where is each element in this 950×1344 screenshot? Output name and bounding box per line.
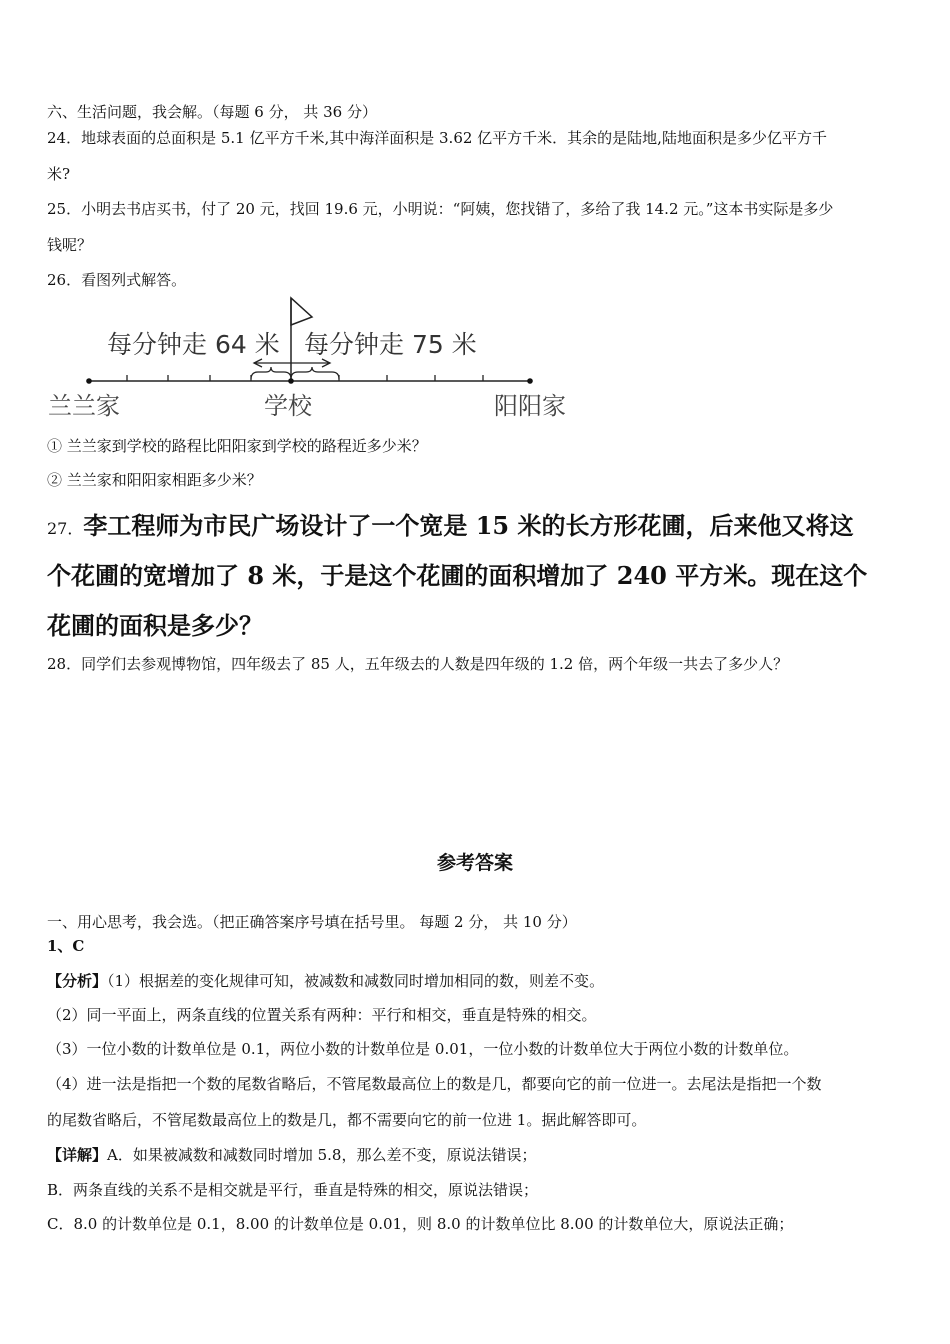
answer-1: 1、C <box>47 937 85 955</box>
question-26: 26．看图列式解答。 <box>47 271 187 289</box>
road-ticks <box>127 375 483 381</box>
analysis-text-1: （1）根据差的变化规律可知，被减数和减数同时增加相同的数，则差不变。 <box>107 972 605 990</box>
detail-line-b: B．两条直线的关系不是相交就是平行，垂直是特殊的相交，原说法错误； <box>47 1181 539 1199</box>
analysis-line-1 <box>47 971 604 991</box>
lanlan-home-label: 兰兰家 <box>48 392 120 420</box>
lanlan-home-dot <box>86 378 92 384</box>
detail-label: 【详解】 <box>47 1146 108 1164</box>
route-diagram <box>40 293 600 428</box>
yangyang-home-dot <box>527 378 533 384</box>
detail-line-c: C．8.0 的计数单位是 0.1，8.00 的计数单位是 0.01，则 8.0 的计数单位比 8.00 的计数单位大，原说法正确； <box>47 1215 794 1233</box>
detail-line-a <box>47 1145 536 1165</box>
question-27-line-3: 花圃的面积是多少？ <box>47 611 263 640</box>
analysis-line-3: （3）一位小数的计数单位是 0.1，两位小数的计数单位是 0.01，一位小数的计数单位大于两位小数的计数单位。 <box>47 1040 799 1058</box>
school-dot <box>288 378 294 384</box>
question-27-number: 27． <box>47 519 84 538</box>
flag-icon <box>291 298 312 325</box>
section-6-heading: 六、生活问题，我会解。（每题 6 分， 共 36 分） <box>47 103 377 121</box>
question-27-text-1: 李工程师为市民广场设计了一个宽是 15 米的长方形花圃，后来他又将这 <box>83 511 854 540</box>
right-brace <box>291 367 339 379</box>
analysis-line-4a: （4）进一法是指把一个数的尾数省略后，不管尾数最高位上的数是几，都要向它的前一位进一。去尾法是指把一个数 <box>47 1075 822 1093</box>
analysis-label: 【分析】 <box>47 972 108 990</box>
question-28: 28．同学们去参观博物馆，四年级去了 85 人，五年级去的人数是四年级的 1.2 倍，两个年级一共去了多少人？ <box>47 655 789 673</box>
question-27-line-1 <box>47 510 853 545</box>
question-27-line-2: 个花圃的宽增加了 8 米，于是这个花圃的面积增加了 240 平方米。现在这个 <box>47 561 868 590</box>
left-speed-label: 每分钟走 64 米 <box>107 330 280 359</box>
school-label: 学校 <box>264 392 312 420</box>
left-brace <box>251 367 291 379</box>
question-24-line-1: 24．地球表面的总面积是 5.1 亿平方千米,其中海洋面积是 3.62 亿平方千米．其余的是陆地,陆地面积是多少亿平方千 <box>47 129 827 147</box>
right-speed-label: 每分钟走 75 米 <box>304 330 477 359</box>
answers-title: 参考答案 <box>436 852 513 874</box>
question-24-line-2: 米? <box>47 165 71 183</box>
question-25-line-1: 25．小明去书店买书，付了 20 元，找回 19.6 元，小明说：“阿姨，您找错了，多给了我 14.2 元。”这本书实际是多少 <box>47 200 834 218</box>
detail-text-a: A．如果被减数和减数同时增加 5.8，那么差不变，原说法错误； <box>107 1146 537 1164</box>
yangyang-home-label: 阳阳家 <box>494 392 566 420</box>
analysis-line-2: （2）同一平面上，两条直线的位置关系有两种：平行和相交，垂直是特殊的相交。 <box>47 1006 597 1024</box>
question-25-line-2: 钱呢？ <box>47 236 93 254</box>
question-26-sub-2: ② 兰兰家和阳阳家相距多少米？ <box>47 471 262 489</box>
answers-section-1-heading: 一、用心思考，我会选。（把正确答案序号填在括号里。 每题 2 分， 共 10 分） <box>47 913 577 931</box>
analysis-line-4b: 的尾数省略后，不管尾数最高位上的数是几，都不需要向它的前一位进 1。据此解答即可。 <box>47 1111 647 1129</box>
question-26-sub-1: ① 兰兰家到学校的路程比阳阳家到学校的路程近多少米？ <box>47 437 427 455</box>
